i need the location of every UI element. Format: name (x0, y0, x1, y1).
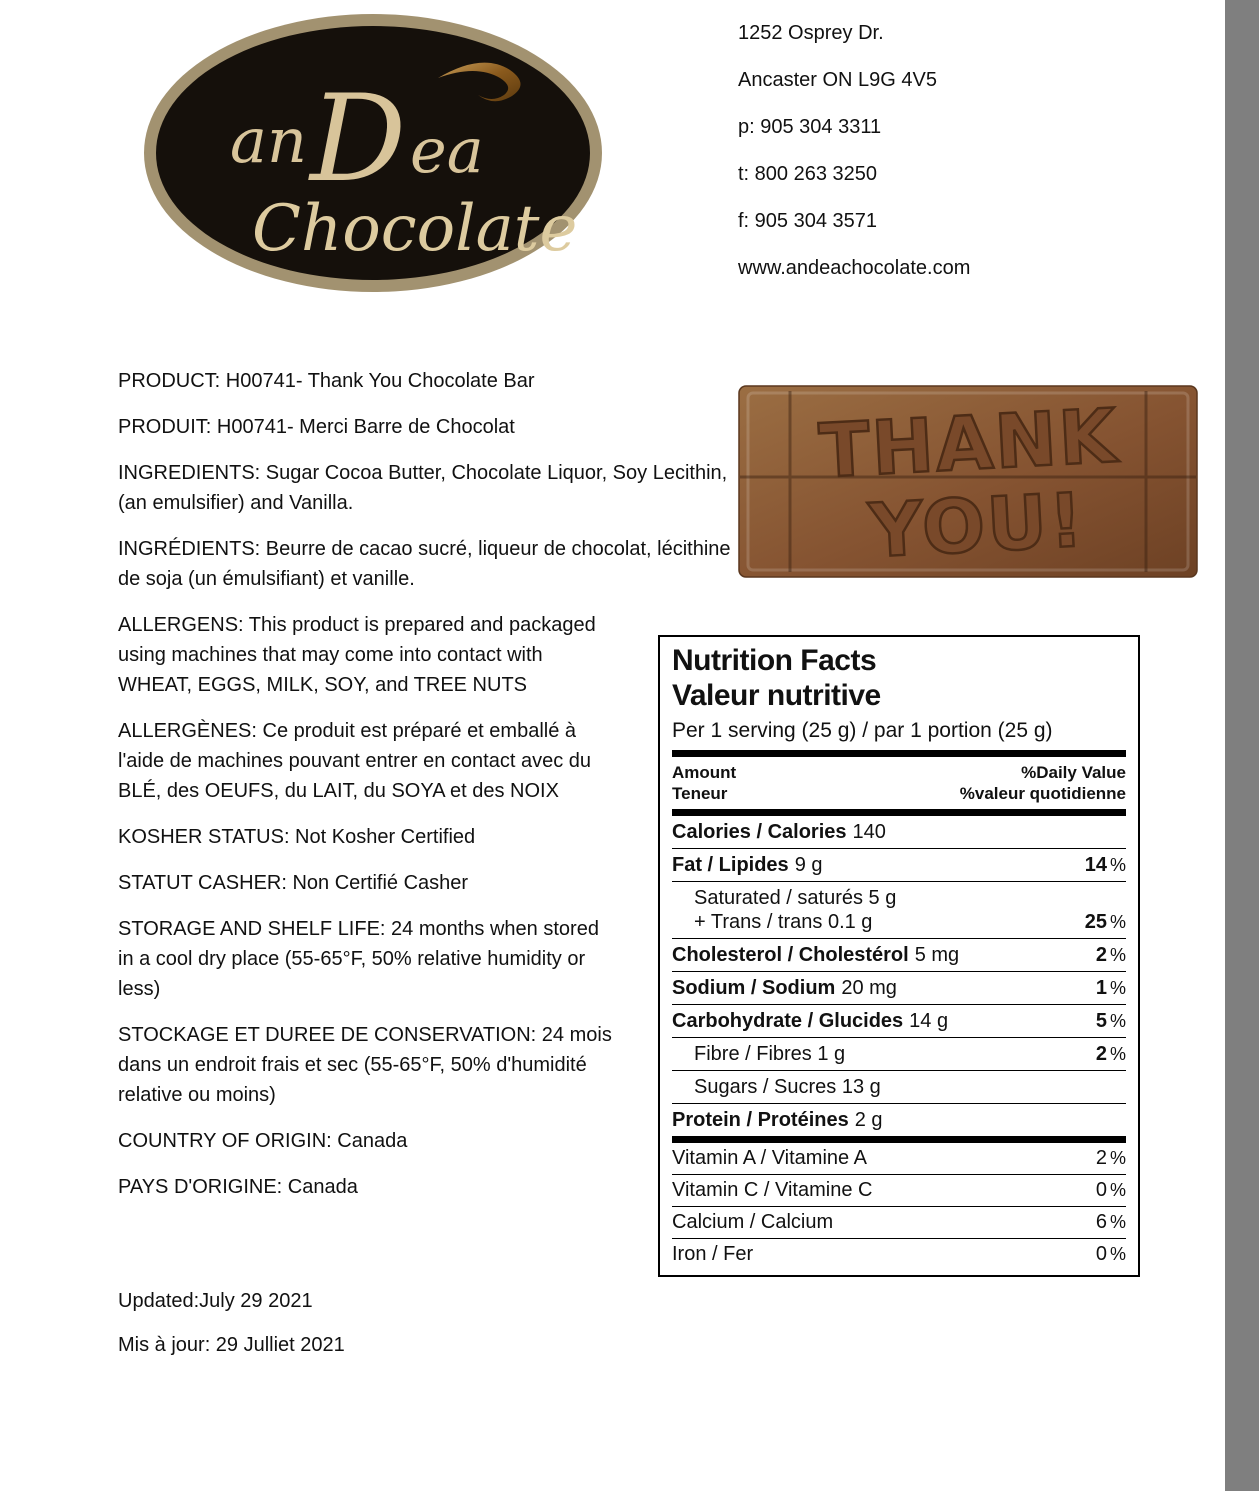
logo-text-an: an (230, 104, 307, 177)
divider-thick (672, 809, 1126, 816)
product-details (118, 366, 740, 1218)
kosher-fr: STATUT CASHER: Non Certifié Casher (118, 872, 469, 894)
nutrition-row-fibre: Fibre / Fibres 1 g 2 % (672, 1037, 1126, 1070)
origin-en: COUNTRY OF ORIGIN: Canada (118, 1130, 408, 1152)
nutrition-row-vitamin-c: Vitamin C / Vitamine C 0 % (672, 1174, 1126, 1206)
divider-thick (672, 1136, 1126, 1143)
thank-you-bar-image (738, 385, 1198, 578)
dv-label-fr: %valeur quotidienne (959, 784, 1126, 803)
nutrition-row-cholesterol: Cholesterol / Cholestérol 5 mg 2 % (672, 938, 1126, 971)
update-dates (118, 1286, 345, 1374)
brand-logo (142, 12, 604, 294)
nutrition-row-sugars: Sugars / Sucres 13 g (672, 1070, 1126, 1103)
origin-fr: PAYS D'ORIGINE: Canada (118, 1176, 358, 1198)
nutrition-title-en: Nutrition Facts (672, 644, 877, 677)
storage-en: STORAGE AND SHELF LIFE: 24 months when stored in a cool dry place (55-65°F, 50% relative humidity or less) (118, 918, 599, 1000)
ingredients-en: INGREDIENTS: Sugar Cocoa Butter, Chocolate Liquor, Soy Lecithin, (an emulsifier) and Vanilla. (118, 462, 728, 514)
nutrition-row-carbohydrate: Carbohydrate / Glucides 14 g 5 % (672, 1004, 1126, 1037)
nutrition-row-calcium: Calcium / Calcium 6 % (672, 1206, 1126, 1238)
serving-size: Per 1 serving (25 g) / par 1 portion (25 g) (672, 719, 1053, 742)
contact-block (738, 18, 970, 300)
address-line: 1252 Osprey Dr. (738, 22, 884, 44)
nutrition-row-protein: Protein / Protéines 2 g (672, 1103, 1126, 1136)
amount-header-left (672, 762, 736, 804)
nutrition-row-fat: Fat / Lipides 9 g 14 % (672, 848, 1126, 881)
product-fr: PRODUIT: H00741- Merci Barre de Chocolat (118, 416, 515, 438)
calories-label: Calories / Calories (672, 821, 847, 843)
logo-text-d: D (310, 70, 407, 209)
calories-value: 140 (852, 821, 886, 843)
phone-line: p: 905 304 3311 (738, 116, 882, 138)
website-line: www.andeachocolate.com (738, 257, 971, 279)
amount-header (672, 757, 1126, 809)
fax-line: f: 905 304 3571 (738, 210, 878, 232)
logo-text-ea: ea (410, 114, 484, 187)
nutrition-facts-label (658, 635, 1140, 1277)
andea-logo-icon (142, 12, 604, 294)
nutrition-row-iron: Iron / Fer 0 % (672, 1238, 1126, 1270)
storage-fr: STOCKAGE ET DUREE DE CONSERVATION: 24 mois dans un endroit frais et sec (55-65°F, 50% d'humidité relative ou moins) (118, 1024, 612, 1106)
ingredients-fr: INGRÉDIENTS: Beurre de cacao sucré, liqueur de chocolat, lécithine de soja (un émulsifiant) et vanille. (118, 538, 731, 590)
nutrition-row-sodium: Sodium / Sodium 20 mg 1 % (672, 971, 1126, 1004)
allergens-en: ALLERGENS: This product is prepared and packaged using machines that may come into contact with WHEAT, EGGS, MILK, SOY, and TREE NUTS (118, 614, 596, 696)
kosher-en: KOSHER STATUS: Not Kosher Certified (118, 826, 476, 848)
dv-label-en: %Daily Value (1021, 763, 1126, 782)
amount-label-en: Amount (672, 763, 737, 782)
tollfree-line: t: 800 263 3250 (738, 163, 878, 185)
nutrition-row-calories (672, 816, 1126, 848)
amount-header-right (960, 762, 1126, 804)
product-en: PRODUCT: H00741- Thank You Chocolate Bar (118, 370, 535, 392)
nutrition-row-saturated-trans: Saturated / saturés 5 g + Trans / trans 0.1 g 25 % (672, 881, 1126, 938)
allergens-fr: ALLERGÈNES: Ce produit est préparé et emballé à l'aide de machines pouvant entrer en contact avec du BLÉ, des OEUFS, du LAIT, du SOYA et des NOIX (118, 720, 592, 802)
amount-label-fr: Teneur (672, 784, 728, 803)
logo-text-chocolate: Chocolate (252, 192, 578, 266)
page-gutter (1225, 0, 1259, 1491)
city-line: Ancaster ON L9G 4V5 (738, 69, 937, 91)
bar-emboss-line2: YOU! (867, 477, 1087, 575)
updated-en: Updated:July 29 2021 (118, 1290, 313, 1312)
updated-fr: Mis à jour: 29 Julliet 2021 (118, 1334, 345, 1356)
bar-emboss-line1: THANK (817, 393, 1121, 495)
nutrition-title-fr: Valeur nutritive (672, 679, 881, 712)
nutrition-row-vitamin-a: Vitamin A / Vitamine A 2 % (672, 1147, 1126, 1169)
divider-thick (672, 750, 1126, 757)
product-photo (738, 385, 1198, 578)
